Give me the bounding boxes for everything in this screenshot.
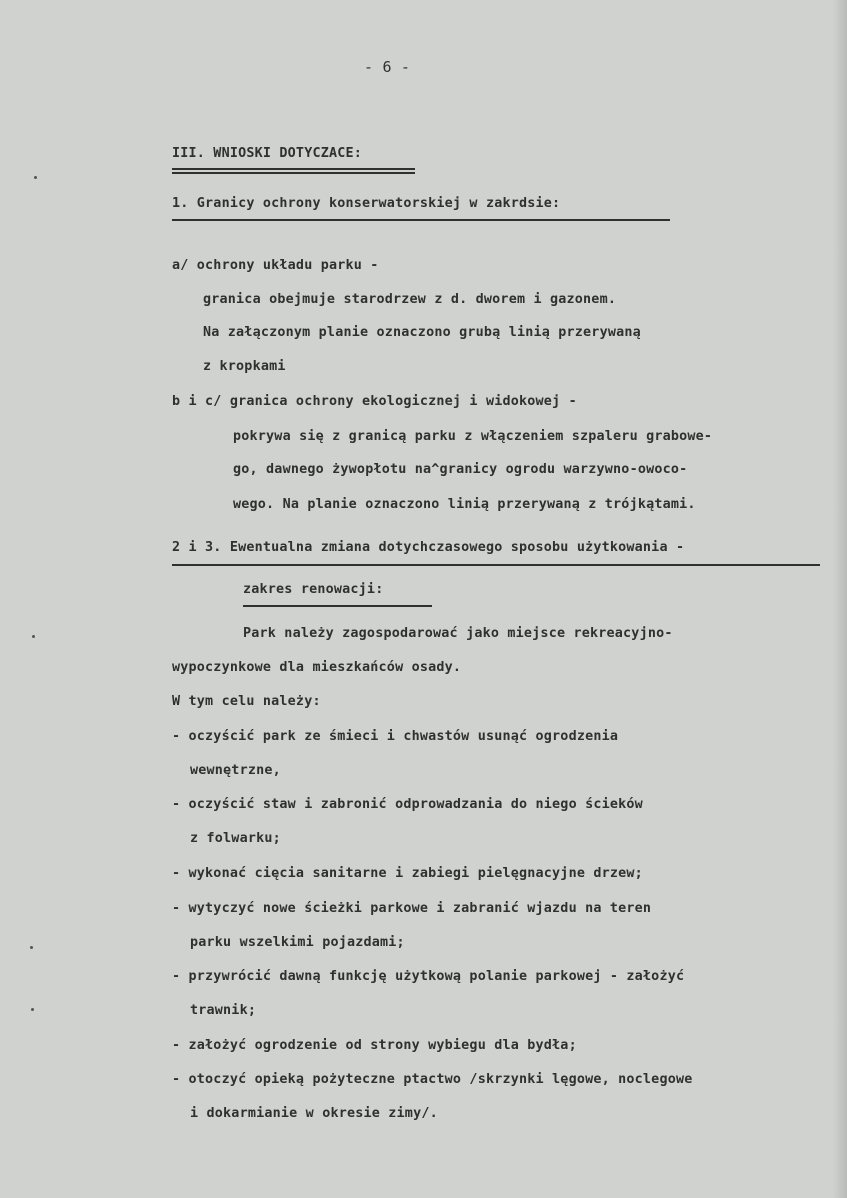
scan-speck — [31, 1008, 34, 1011]
bullet-5-cont: trawnik; — [190, 1003, 257, 1018]
a-line2: granica obejmuje starodrzew z d. dworem i gazonem. — [203, 292, 617, 307]
item23-underline — [172, 564, 820, 566]
scan-speck — [30, 946, 33, 949]
item23-subtitle: zakres renowacji: — [243, 582, 384, 597]
bc-line2: pokrywa się z granicą parku z włączeniem szpaleru grabowe- — [233, 429, 713, 444]
bullet-7-cont: i dokarmianie w okresie zimy/. — [190, 1106, 438, 1121]
a-line1: a/ ochrony układu parku - — [172, 258, 379, 273]
item23-title: 2 i 3. Ewentualna zmiana dotychczasowego sposobu użytkowania - — [172, 540, 685, 555]
heading-double-underline — [172, 168, 415, 174]
scan-speck — [34, 176, 37, 179]
section-heading: III. WNIOSKI DOTYCZACE: — [172, 146, 363, 161]
bullet-2: - oczyścić staw i zabronić odprowadzania do niego ścieków — [172, 797, 643, 812]
a-line4: z kropkami — [203, 359, 286, 374]
bullet-4-cont: parku wszelkimi pojazdami; — [190, 935, 405, 950]
bullet-2-cont: z folwarku; — [190, 831, 281, 846]
para-line3: W tym celu należy: — [172, 694, 321, 709]
bullet-6: - założyć ogrodzenie od strony wybiegu dla bydła; — [172, 1038, 577, 1053]
bullet-1: - oczyścić park ze śmieci i chwastów usunąć ogrodzenia — [172, 729, 619, 744]
para-line2: wypoczynkowe dla mieszkańców osady. — [172, 660, 462, 675]
item23-subtitle-underline — [243, 605, 432, 607]
bullet-7: - otoczyć opieką pożyteczne ptactwo /skrzynki lęgowe, noclegowe — [172, 1072, 693, 1087]
bullet-5: - przywrócić dawną funkcję użytkową polanie parkowej - założyć — [172, 969, 685, 984]
bullet-3: - wykonać cięcia sanitarne i zabiegi pielęgnacyjne drzew; — [172, 866, 643, 881]
para-line1: Park należy zagospodarować jako miejsce rekreacyjno- — [243, 626, 673, 641]
bc-line4: wego. Na planie oznaczono linią przerywaną z trójkątami. — [233, 497, 696, 512]
item1-underline — [172, 219, 670, 221]
bc-line3: go, dawnego żywopłotu na^granicy ogrodu warzywno-owoco- — [233, 462, 688, 477]
bullet-1-cont: wewnętrzne, — [190, 763, 281, 778]
bc-line1: b i c/ granica ochrony ekologicznej i widokowej - — [172, 394, 577, 409]
page-number: - 6 - — [364, 58, 411, 76]
a-line3: Na załączonym planie oznaczono grubą linią przerywaną — [203, 325, 641, 340]
page-edge-shadow — [833, 0, 847, 1198]
item1-title: 1. Granicy ochrony konserwatorskiej w zakrdsie: — [172, 196, 561, 211]
scan-speck — [32, 635, 35, 638]
bullet-4: - wytyczyć nowe ścieżki parkowe i zabranić wjazdu na teren — [172, 901, 652, 916]
